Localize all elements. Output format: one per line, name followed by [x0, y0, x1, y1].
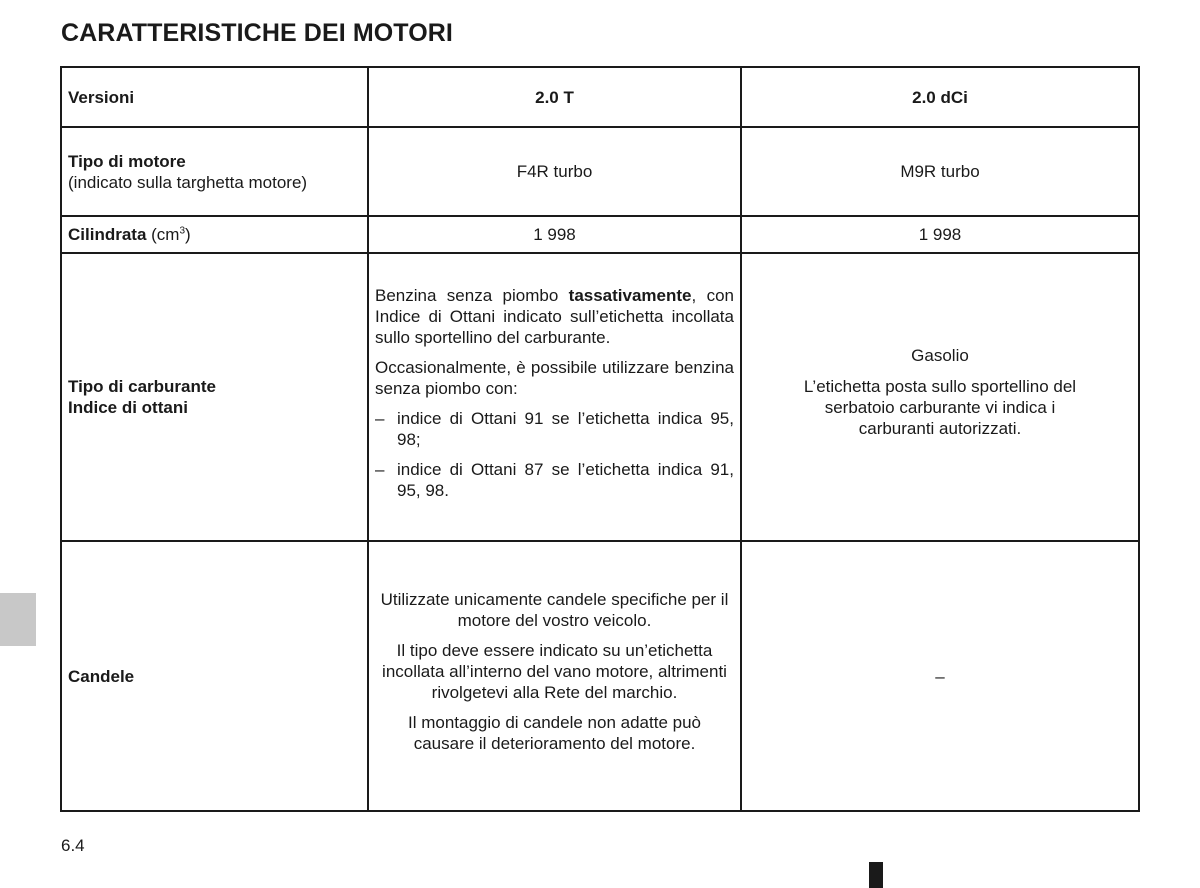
fuel-emphasis: tassativamente [568, 285, 692, 305]
displacement-unit-suffix: ) [185, 225, 191, 245]
fuel-type-label: Tipo di carburante [68, 377, 216, 397]
displacement-unit-sup: 3 [179, 225, 186, 237]
fuel-2-0-t-paragraph-2: Occasionalmente, è possibile utilizzare benzina senza piombo con: [375, 357, 734, 398]
table-row-versions [61, 67, 1139, 127]
spark-plugs-paragraph-1: Utilizzate unicamente candele specifiche per il motore del vostro veicolo. [380, 590, 729, 631]
fuel-2-0-dci [741, 253, 1139, 541]
chapter-tab [0, 593, 36, 646]
fuel-text: Benzina senza piombo [375, 285, 569, 305]
page-number: 6.4 [61, 836, 85, 855]
page-title: CARATTERISTICHE DEI MOTORI [61, 19, 453, 47]
spark-plugs-paragraph-2: Il tipo deve essere indicato su un’etichetta incollata all’interno del vano motore, altrimenti rivolgetevi alla Rete del marchio. [382, 641, 727, 703]
engine-type-label-cell [61, 127, 368, 216]
displacement-2-0-t: 1 998 [368, 216, 741, 253]
fuel-text-end: , con Indice di Ottani indicato sull’etichetta incollata sullo sportellino del carburante. [375, 285, 734, 347]
engine-type-2-0-dci: M9R turbo [741, 127, 1139, 216]
engine-spec-table [60, 66, 1140, 812]
bullet-text: indice di Ottani 91 se l’etichetta indica 95, 98; [397, 408, 734, 449]
spark-plugs-label-text: Candele [68, 666, 135, 686]
list-item [375, 459, 734, 501]
engine-type-2-0-t: F4R turbo [368, 127, 741, 216]
spark-plugs-2-0-dci: – [741, 541, 1139, 811]
list-item [375, 408, 734, 450]
page-edge-mark [869, 862, 883, 888]
bullet-dash: – [375, 459, 385, 479]
engine-type-label: Tipo di motore [68, 151, 186, 171]
table-row-engine-type [61, 127, 1139, 216]
bullet-text: indice di Ottani 87 se l’etichetta indica 91, 95, 98. [397, 459, 734, 500]
fuel-2-0-t [368, 253, 741, 541]
fuel-diesel: Gasolio [911, 346, 969, 366]
version-2-0-dci-header: 2.0 dCi [741, 67, 1139, 127]
fuel-diesel-note: L’etichetta posta sullo sportellino del serbatoio carburante vi indica i carburanti autorizzati. [803, 377, 1077, 439]
engine-type-sublabel: (indicato sulla targhetta motore) [68, 172, 308, 192]
spark-plugs-2-0-t [368, 541, 741, 811]
versions-label: Versioni [61, 67, 368, 127]
fuel-2-0-t-paragraph-1 [375, 285, 734, 348]
version-2-0-t-header: 2.0 T [368, 67, 741, 127]
displacement-unit-prefix: (cm [146, 225, 180, 245]
table-row-displacement [61, 216, 1139, 253]
displacement-label: Cilindrata [68, 225, 147, 245]
spark-plugs-paragraph-3: Il montaggio di candele non adatte può causare il deterioramento del motore. [407, 713, 701, 754]
table-row-spark-plugs [61, 541, 1139, 811]
bullet-dash: – [375, 408, 385, 428]
fuel-label-cell [61, 253, 368, 541]
octane-index-label: Indice di ottani [68, 398, 188, 418]
displacement-2-0-dci: 1 998 [741, 216, 1139, 253]
displacement-label-cell [61, 216, 368, 253]
spark-plugs-label [61, 541, 368, 811]
table-row-fuel [61, 253, 1139, 541]
